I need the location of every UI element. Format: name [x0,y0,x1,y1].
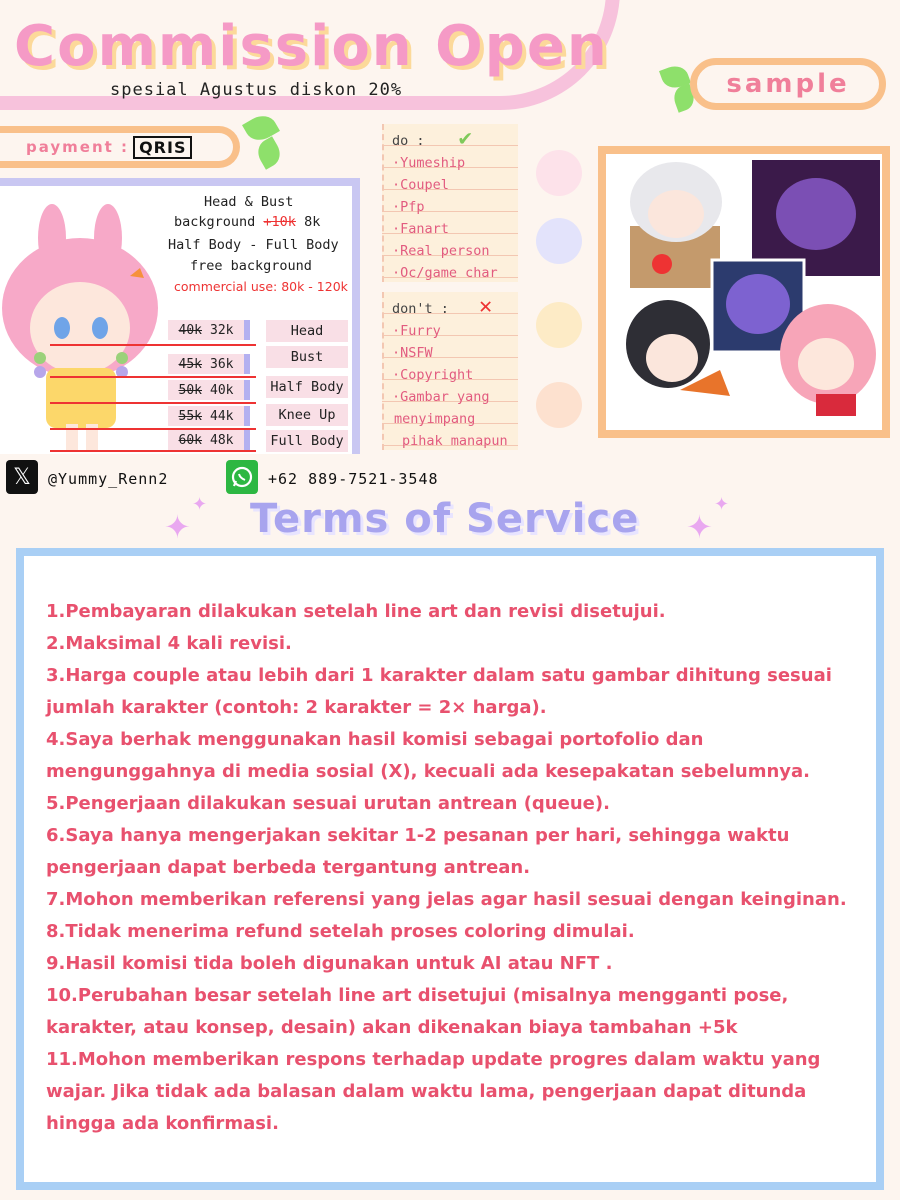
price-tag-head [168,320,250,340]
tos-item: 2.Maksimal 4 kali revisi. [46,633,292,654]
tos-item: 5.Pengerjaan dilakukan sesuai urutan antrean (queue). [46,793,610,814]
price-old: 50k [178,382,202,398]
do-item: ·Pfp [392,199,425,215]
x-logo-icon: 𝕏 [6,460,38,494]
decor-dot [536,218,582,264]
payment-label: payment : [26,138,130,156]
do-item: ·Oc/game char [392,265,498,281]
sparkle-icon: ✦ [192,494,208,515]
type-tag-bust: Bust [266,346,348,368]
leaf-decoration [253,136,285,170]
whatsapp-number: +62 889-7521-3548 [268,470,439,488]
decor-dot [536,382,582,428]
page-title: Commission Open [14,14,609,79]
sparkle-icon: ✦ [714,494,730,515]
type-tag-half-body: Half Body [266,376,348,398]
qris-logo: QRIS [133,136,192,159]
tos-item: 8.Tidak menerima refund setelah proses coloring dimulai. [46,921,635,942]
payment-pill [0,126,240,168]
do-note-title: do : ✔ [392,126,472,151]
type-tag-head: Head [266,320,348,342]
dont-item: ·Furry [392,323,441,339]
dont-note [382,292,518,450]
dont-note-title: don't : ✕ [392,294,493,319]
do-item: ·Fanart [392,221,449,237]
tos-item: 9.Hasil komisi tida boleh digunakan untuk AI atau NFT . [46,953,613,974]
do-item: ·Real person [392,243,490,259]
sparkle-icon: ✦ [686,508,713,546]
price-line [50,450,256,452]
price-tag-half-body [168,380,250,400]
dont-item: ·Copyright [392,367,474,383]
cross-icon: ✕ [479,294,493,319]
price-old: 60k [178,432,202,448]
do-note [382,124,518,282]
check-icon: ✔ [458,126,472,151]
price-tag-bust [168,354,250,374]
tos-item: 11.Mohon memberikan respons terhadap update progres dalam waktu yang wajar. Jika tidak ada balasan dalam waktu lama, pengerjaan dapat ditunda hingga ada konfirmasi. [46,1049,821,1134]
decor-dot [536,150,582,196]
do-item: ·Coupel [392,177,449,193]
price-new: 36k [210,356,234,372]
price-old: 45k [178,356,202,372]
tos-item: 4.Saya berhak menggunakan hasil komisi sebagai portofolio dan mengunggahnya di media sosial (X), kecuali ada kesepakatan sebelumnya. [46,729,810,782]
price-new: 44k [210,408,234,424]
tos-item: 7.Mohon memberikan referensi yang jelas agar hasil sesuai dengan keinginan. [46,889,847,910]
price-new: 32k [210,322,234,338]
price-old: 55k [178,408,202,424]
whatsapp-icon [226,460,258,494]
info-background [174,214,320,230]
dont-item: menyimpang [394,411,476,427]
sample-badge: sample [690,58,886,110]
dont-item: pihak manapun [402,433,508,449]
info-background-new-price: 8k [304,214,321,230]
dont-item: ·Gambar yang [392,389,490,405]
tos-list [46,596,876,1140]
info-free-background: free background [190,258,312,274]
info-background-label: background [174,214,256,230]
sample-artworks [606,154,882,430]
tos-item: 10.Perubahan besar setelah line art disetujui (misalnya mengganti pose, karakter, atau konsep, desain) akan dikenakan biaya tambahan +5k [46,985,789,1038]
dont-item: ·NSFW [392,345,433,361]
decor-dot [536,302,582,348]
info-background-old-price: +10k [263,214,296,230]
do-item: ·Yumeship [392,155,466,171]
info-half-full-body: Half Body - Full Body [168,237,339,253]
sparkle-icon: ✦ [164,508,191,546]
info-head-bust: Head & Bust [204,194,294,210]
price-line [50,402,256,404]
price-line [50,344,256,346]
sample-gallery [598,146,890,438]
type-tag-full-body: Full Body [266,430,348,452]
price-new: 40k [210,382,234,398]
price-new: 48k [210,432,234,448]
price-tag-full-body [168,430,250,450]
price-old: 40k [178,322,202,338]
page-subtitle: spesial Agustus diskon 20% [110,80,403,100]
info-commercial-use: commercial use: 80k - 120k [174,279,348,294]
tos-title: Terms of Service [250,496,640,542]
tos-box [16,548,884,1190]
x-handle: @Yummy_Renn2 [48,470,169,488]
tos-item: 3.Harga couple atau lebih dari 1 karakter dalam satu gambar dihitung sesuai jumlah karakter (contoh: 2 karakter = 2× harga). [46,665,832,718]
price-tag-knee-up [168,406,250,426]
type-tag-knee-up: Knee Up [266,404,348,426]
tos-item: 1.Pembayaran dilakukan setelah line art dan revisi disetujui. [46,601,666,622]
price-line [50,376,256,378]
price-list [0,320,360,452]
tos-item: 6.Saya hanya mengerjakan sekitar 1-2 pesanan per hari, sehingga waktu pengerjaan dapat berbeda tergantung antrean. [46,825,790,878]
